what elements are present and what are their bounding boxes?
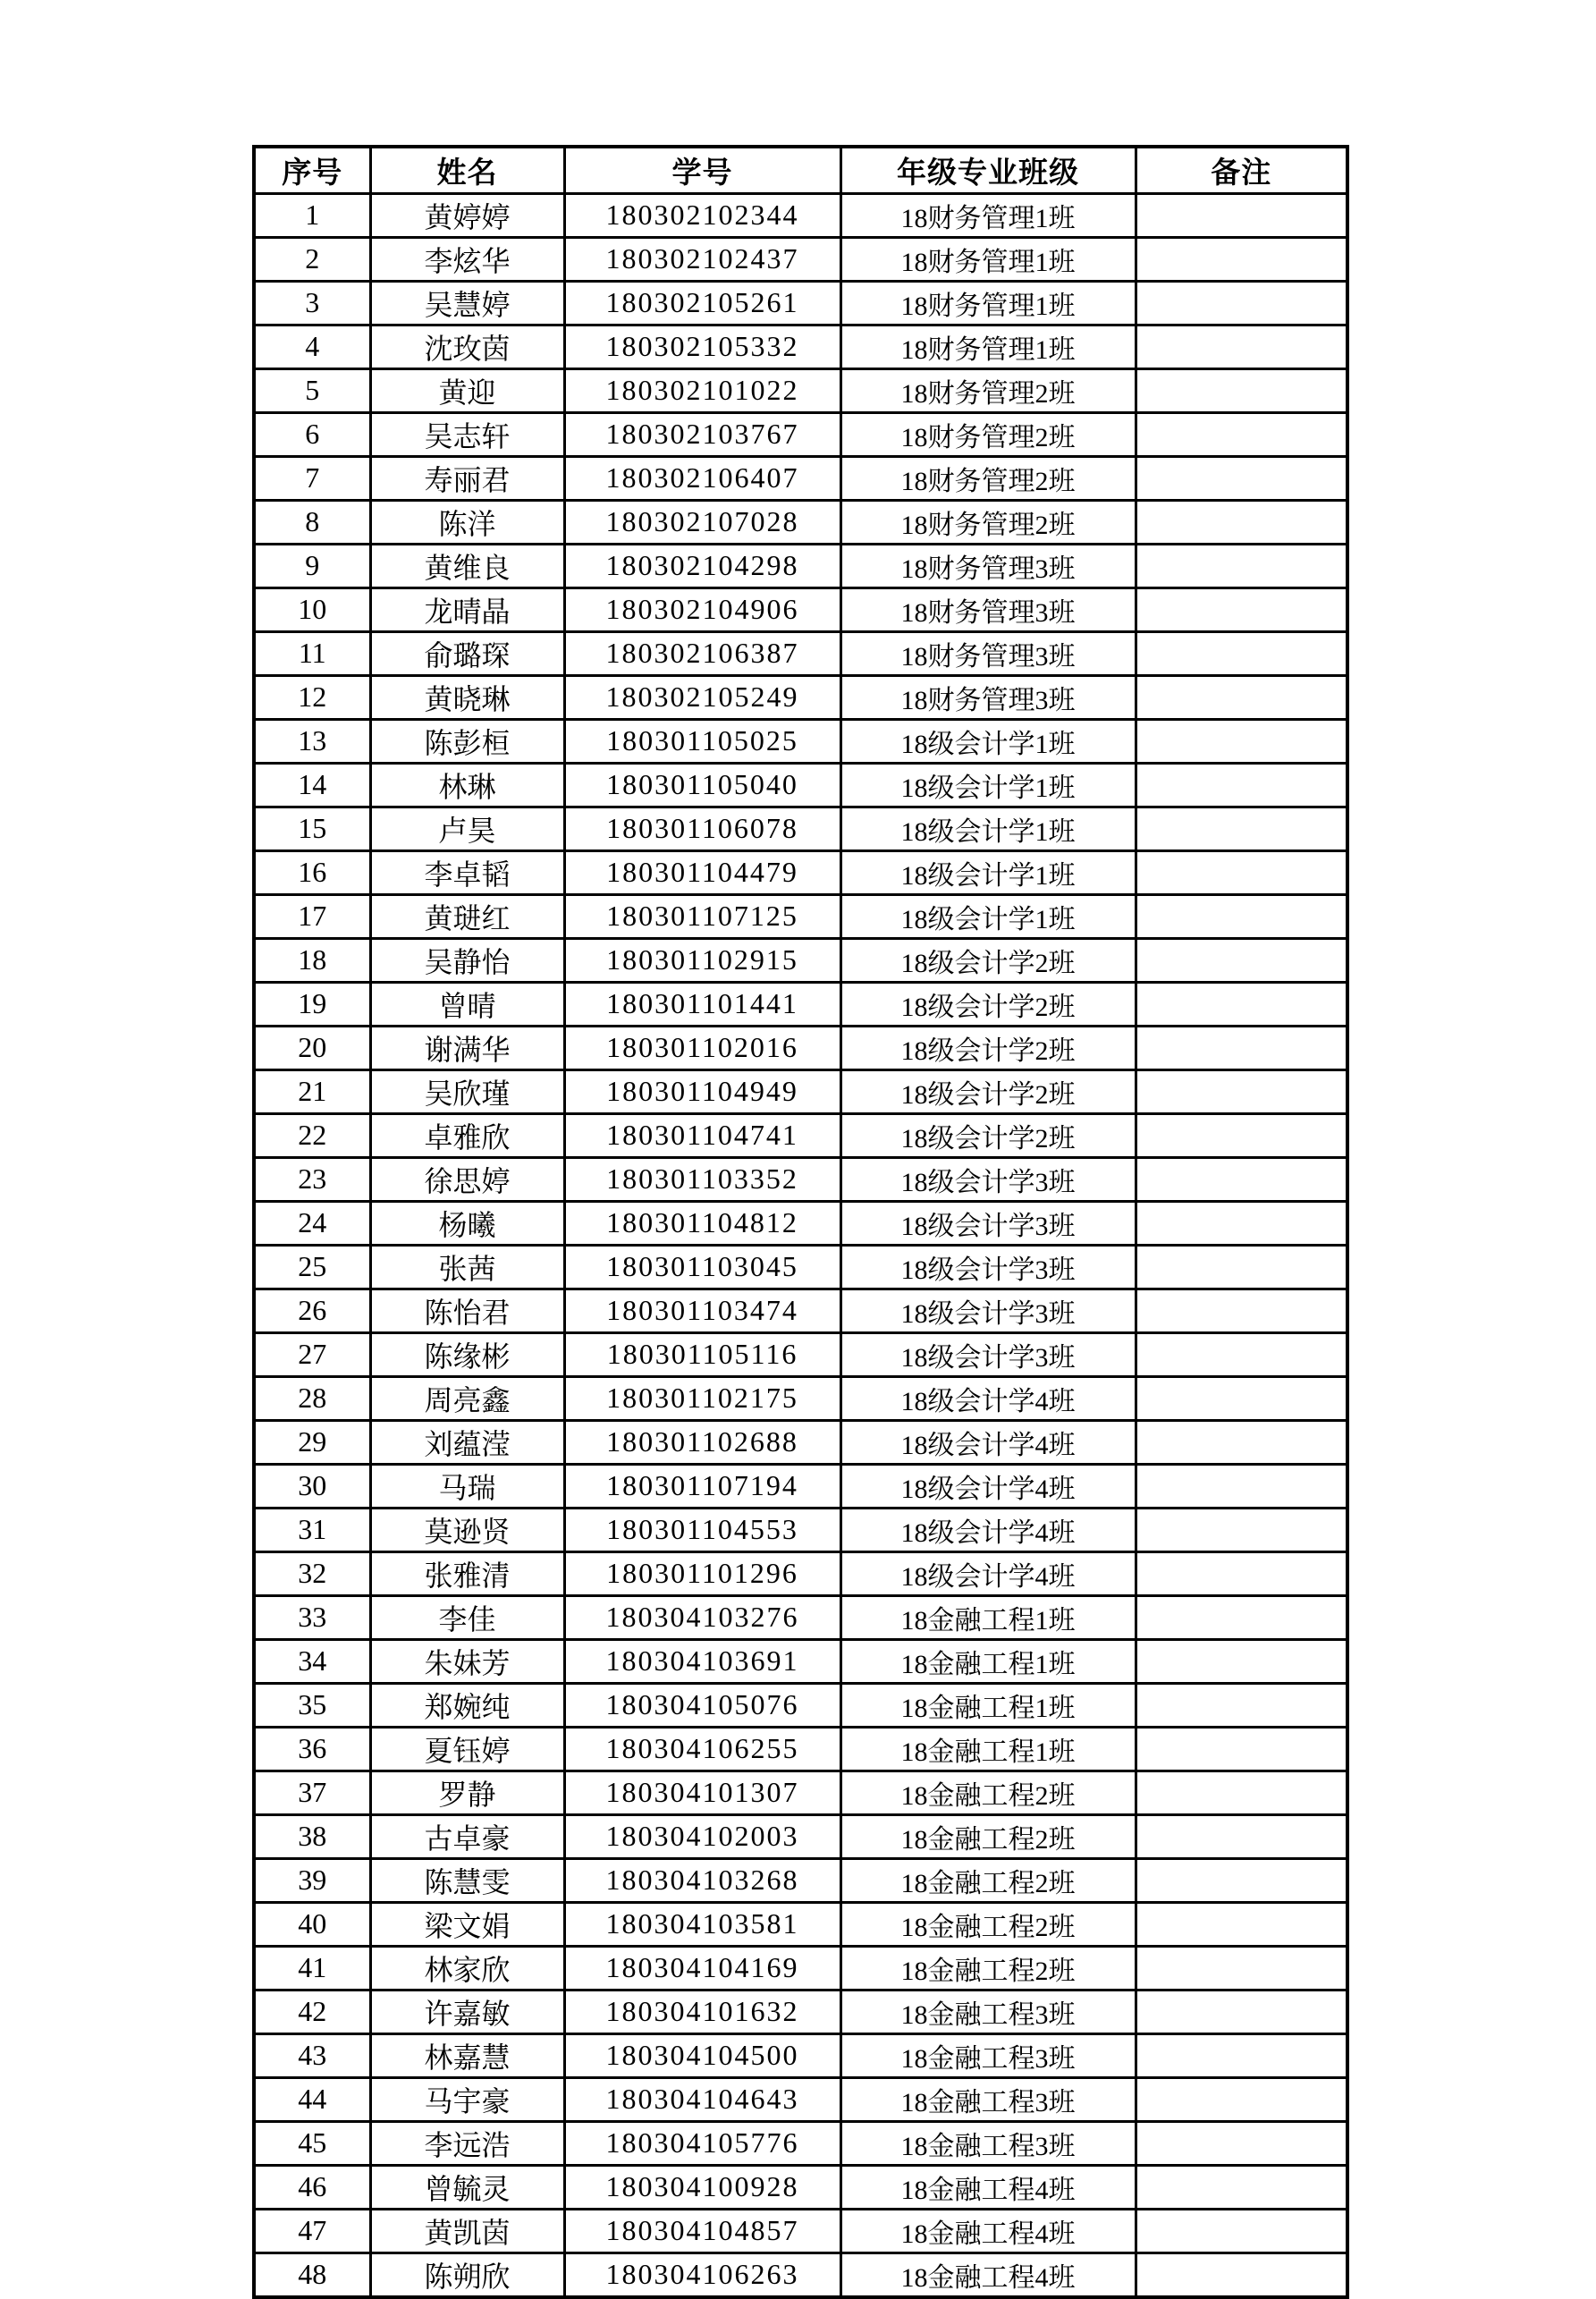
cell-index: 41 [254, 1946, 370, 1990]
table-row [254, 1026, 1347, 1069]
table-row [254, 193, 1347, 237]
table-row [254, 1376, 1347, 1420]
header-cell-index: 序号 [254, 147, 370, 193]
cell-name: 卢昊 [370, 807, 564, 850]
cell-name: 曾晴 [370, 982, 564, 1026]
cell-index: 10 [254, 587, 370, 631]
table-row [254, 1332, 1347, 1376]
cell-note [1136, 631, 1347, 675]
cell-class: 18金融工程3班 [840, 2121, 1136, 2165]
cell-class: 18级会计学1班 [840, 763, 1136, 807]
cell-index: 38 [254, 1814, 370, 1858]
cell-name: 黄婷婷 [370, 193, 564, 237]
table-row [254, 631, 1347, 675]
cell-class: 18级会计学2班 [840, 1026, 1136, 1069]
cell-class: 18级会计学1班 [840, 719, 1136, 763]
cell-note [1136, 1420, 1347, 1464]
cell-student-id: 180301102688 [564, 1420, 840, 1464]
cell-student-id: 180304101307 [564, 1771, 840, 1814]
cell-index: 46 [254, 2165, 370, 2209]
roster-body [254, 193, 1347, 2297]
cell-index: 36 [254, 1727, 370, 1771]
cell-note [1136, 1201, 1347, 1245]
cell-student-id: 180302102344 [564, 193, 840, 237]
cell-name: 黄琎红 [370, 894, 564, 938]
cell-name: 梁文娟 [370, 1902, 564, 1946]
cell-class: 18金融工程2班 [840, 1858, 1136, 1902]
table-row [254, 1902, 1347, 1946]
table-row [254, 2121, 1347, 2165]
cell-student-id: 180302104906 [564, 587, 840, 631]
cell-student-id: 180301101296 [564, 1551, 840, 1595]
cell-name: 徐思婷 [370, 1157, 564, 1201]
cell-note [1136, 1771, 1347, 1814]
table-row [254, 894, 1347, 938]
cell-index: 42 [254, 1990, 370, 2033]
cell-note [1136, 2253, 1347, 2297]
table-row [254, 544, 1347, 587]
cell-note [1136, 587, 1347, 631]
cell-class: 18财务管理1班 [840, 237, 1136, 281]
cell-name: 陈怡君 [370, 1289, 564, 1332]
cell-student-id: 180301104949 [564, 1069, 840, 1113]
cell-index: 34 [254, 1639, 370, 1683]
cell-name: 曾毓灵 [370, 2165, 564, 2209]
cell-note [1136, 2033, 1347, 2077]
cell-name: 黄迎 [370, 368, 564, 412]
cell-class: 18财务管理2班 [840, 368, 1136, 412]
cell-note [1136, 193, 1347, 237]
cell-class: 18级会计学3班 [840, 1289, 1136, 1332]
cell-name: 陈彭桓 [370, 719, 564, 763]
cell-student-id: 180304103581 [564, 1902, 840, 1946]
cell-student-id: 180304104643 [564, 2077, 840, 2121]
table-row [254, 2165, 1347, 2209]
cell-note [1136, 1069, 1347, 1113]
cell-index: 19 [254, 982, 370, 1026]
cell-student-id: 180301104741 [564, 1113, 840, 1157]
cell-student-id: 180304103268 [564, 1858, 840, 1902]
cell-student-id: 180304104500 [564, 2033, 840, 2077]
cell-note [1136, 1814, 1347, 1858]
cell-class: 18金融工程3班 [840, 1990, 1136, 2033]
cell-class: 18级会计学3班 [840, 1201, 1136, 1245]
cell-name: 夏钰婷 [370, 1727, 564, 1771]
cell-name: 李炫华 [370, 237, 564, 281]
cell-name: 杨曦 [370, 1201, 564, 1245]
table-row [254, 1551, 1347, 1595]
table-row [254, 412, 1347, 456]
cell-note [1136, 2077, 1347, 2121]
cell-index: 25 [254, 1245, 370, 1289]
cell-class: 18级会计学4班 [840, 1551, 1136, 1595]
cell-class: 18金融工程2班 [840, 1902, 1136, 1946]
cell-student-id: 180304104169 [564, 1946, 840, 1990]
cell-name: 黄晓琳 [370, 675, 564, 719]
cell-index: 26 [254, 1289, 370, 1332]
cell-index: 40 [254, 1902, 370, 1946]
table-row [254, 1990, 1347, 2033]
table-row [254, 1946, 1347, 1990]
cell-class: 18财务管理2班 [840, 500, 1136, 544]
cell-index: 20 [254, 1026, 370, 1069]
cell-index: 45 [254, 2121, 370, 2165]
cell-student-id: 180304101632 [564, 1990, 840, 2033]
cell-index: 13 [254, 719, 370, 763]
cell-student-id: 180301103352 [564, 1157, 840, 1201]
cell-index: 44 [254, 2077, 370, 2121]
table-row [254, 237, 1347, 281]
cell-class: 18金融工程1班 [840, 1727, 1136, 1771]
cell-name: 卓雅欣 [370, 1113, 564, 1157]
cell-name: 陈朔欣 [370, 2253, 564, 2297]
cell-note [1136, 1508, 1347, 1551]
cell-student-id: 180301107194 [564, 1464, 840, 1508]
cell-name: 吴慧婷 [370, 281, 564, 325]
cell-note [1136, 500, 1347, 544]
cell-student-id: 180301102915 [564, 938, 840, 982]
cell-student-id: 180302105249 [564, 675, 840, 719]
cell-note [1136, 1289, 1347, 1332]
table-row [254, 2253, 1347, 2297]
cell-note [1136, 1727, 1347, 1771]
cell-student-id: 180301104812 [564, 1201, 840, 1245]
cell-class: 18级会计学2班 [840, 982, 1136, 1026]
table-row [254, 325, 1347, 368]
cell-index: 1 [254, 193, 370, 237]
cell-name: 罗静 [370, 1771, 564, 1814]
cell-student-id: 180301102175 [564, 1376, 840, 1420]
table-row [254, 719, 1347, 763]
cell-class: 18级会计学1班 [840, 850, 1136, 894]
cell-index: 47 [254, 2209, 370, 2253]
cell-class: 18金融工程1班 [840, 1683, 1136, 1727]
cell-note [1136, 719, 1347, 763]
cell-name: 莫逊贤 [370, 1508, 564, 1551]
cell-name: 林家欣 [370, 1946, 564, 1990]
cell-student-id: 180304106263 [564, 2253, 840, 2297]
cell-student-id: 180301105116 [564, 1332, 840, 1376]
cell-student-id: 180302105332 [564, 325, 840, 368]
cell-student-id: 180302106407 [564, 456, 840, 500]
cell-name: 李远浩 [370, 2121, 564, 2165]
table-row [254, 982, 1347, 1026]
table-row [254, 1289, 1347, 1332]
cell-index: 24 [254, 1201, 370, 1245]
cell-index: 33 [254, 1595, 370, 1639]
cell-name: 吴志轩 [370, 412, 564, 456]
cell-index: 23 [254, 1157, 370, 1201]
cell-student-id: 180301106078 [564, 807, 840, 850]
cell-index: 17 [254, 894, 370, 938]
cell-note [1136, 1332, 1347, 1376]
cell-student-id: 180304103691 [564, 1639, 840, 1683]
cell-index: 3 [254, 281, 370, 325]
cell-name: 谢满华 [370, 1026, 564, 1069]
cell-student-id: 180304105776 [564, 2121, 840, 2165]
cell-class: 18金融工程2班 [840, 1771, 1136, 1814]
cell-class: 18财务管理3班 [840, 631, 1136, 675]
cell-note [1136, 982, 1347, 1026]
cell-student-id: 180302106387 [564, 631, 840, 675]
table-row [254, 587, 1347, 631]
cell-class: 18级会计学4班 [840, 1464, 1136, 1508]
cell-index: 28 [254, 1376, 370, 1420]
cell-class: 18财务管理1班 [840, 281, 1136, 325]
cell-index: 29 [254, 1420, 370, 1464]
cell-note [1136, 1639, 1347, 1683]
table-row [254, 1508, 1347, 1551]
cell-student-id: 180301105040 [564, 763, 840, 807]
cell-name: 李卓韬 [370, 850, 564, 894]
cell-note [1136, 237, 1347, 281]
table-row [254, 281, 1347, 325]
cell-student-id: 180301104479 [564, 850, 840, 894]
cell-note [1136, 1946, 1347, 1990]
cell-index: 37 [254, 1771, 370, 1814]
table-row [254, 1727, 1347, 1771]
cell-index: 21 [254, 1069, 370, 1113]
cell-name: 许嘉敏 [370, 1990, 564, 2033]
cell-name: 吴静怡 [370, 938, 564, 982]
cell-note [1136, 2165, 1347, 2209]
cell-note [1136, 1464, 1347, 1508]
cell-class: 18金融工程4班 [840, 2209, 1136, 2253]
cell-class: 18级会计学4班 [840, 1376, 1136, 1420]
table-row [254, 500, 1347, 544]
cell-index: 9 [254, 544, 370, 587]
cell-index: 18 [254, 938, 370, 982]
cell-name: 张雅清 [370, 1551, 564, 1595]
cell-index: 30 [254, 1464, 370, 1508]
cell-note [1136, 325, 1347, 368]
cell-class: 18金融工程4班 [840, 2253, 1136, 2297]
cell-student-id: 180304100928 [564, 2165, 840, 2209]
cell-note [1136, 2209, 1347, 2253]
cell-name: 俞璐琛 [370, 631, 564, 675]
cell-note [1136, 1245, 1347, 1289]
cell-name: 陈慧雯 [370, 1858, 564, 1902]
cell-name: 马瑞 [370, 1464, 564, 1508]
table-row [254, 1420, 1347, 1464]
cell-student-id: 180301103474 [564, 1289, 840, 1332]
cell-index: 31 [254, 1508, 370, 1551]
table-row [254, 763, 1347, 807]
header-cell-class: 年级专业班级 [840, 147, 1136, 193]
cell-class: 18级会计学3班 [840, 1332, 1136, 1376]
cell-note [1136, 281, 1347, 325]
cell-note [1136, 807, 1347, 850]
table-row [254, 1595, 1347, 1639]
cell-index: 27 [254, 1332, 370, 1376]
cell-index: 39 [254, 1858, 370, 1902]
cell-index: 14 [254, 763, 370, 807]
cell-student-id: 180304102003 [564, 1814, 840, 1858]
table-row [254, 1683, 1347, 1727]
cell-class: 18财务管理1班 [840, 193, 1136, 237]
table-row [254, 1464, 1347, 1508]
cell-name: 李佳 [370, 1595, 564, 1639]
cell-note [1136, 1113, 1347, 1157]
table-row [254, 368, 1347, 412]
table-row [254, 1113, 1347, 1157]
header-cell-name: 姓名 [370, 147, 564, 193]
cell-name: 林琳 [370, 763, 564, 807]
cell-class: 18级会计学2班 [840, 938, 1136, 982]
cell-name: 寿丽君 [370, 456, 564, 500]
cell-note [1136, 1595, 1347, 1639]
table-row [254, 2077, 1347, 2121]
cell-note [1136, 675, 1347, 719]
table-row [254, 1814, 1347, 1858]
header-cell-student_id: 学号 [564, 147, 840, 193]
cell-student-id: 180302103767 [564, 412, 840, 456]
cell-class: 18财务管理3班 [840, 544, 1136, 587]
table-row [254, 850, 1347, 894]
cell-index: 22 [254, 1113, 370, 1157]
cell-index: 2 [254, 237, 370, 281]
cell-note [1136, 1551, 1347, 1595]
cell-student-id: 180301104553 [564, 1508, 840, 1551]
cell-student-id: 180304105076 [564, 1683, 840, 1727]
table-row [254, 807, 1347, 850]
cell-note [1136, 1026, 1347, 1069]
cell-student-id: 180301101441 [564, 982, 840, 1026]
cell-name: 林嘉慧 [370, 2033, 564, 2077]
cell-note [1136, 2121, 1347, 2165]
cell-student-id: 180302102437 [564, 237, 840, 281]
table-row [254, 1771, 1347, 1814]
table-row [254, 1245, 1347, 1289]
cell-class: 18金融工程3班 [840, 2033, 1136, 2077]
cell-note [1136, 1683, 1347, 1727]
cell-name: 陈缘彬 [370, 1332, 564, 1376]
cell-note [1136, 1157, 1347, 1201]
cell-note [1136, 894, 1347, 938]
table-row [254, 675, 1347, 719]
cell-index: 16 [254, 850, 370, 894]
cell-index: 48 [254, 2253, 370, 2297]
cell-note [1136, 368, 1347, 412]
cell-student-id: 180301107125 [564, 894, 840, 938]
table-row [254, 1069, 1347, 1113]
cell-student-id: 180304106255 [564, 1727, 840, 1771]
cell-index: 4 [254, 325, 370, 368]
cell-name: 朱妹芳 [370, 1639, 564, 1683]
cell-name: 沈玫茵 [370, 325, 564, 368]
cell-name: 周亮鑫 [370, 1376, 564, 1420]
cell-class: 18金融工程2班 [840, 1946, 1136, 1990]
cell-student-id: 180301103045 [564, 1245, 840, 1289]
cell-index: 6 [254, 412, 370, 456]
cell-index: 7 [254, 456, 370, 500]
cell-class: 18级会计学3班 [840, 1245, 1136, 1289]
cell-class: 18级会计学3班 [840, 1157, 1136, 1201]
table-row [254, 456, 1347, 500]
table-row [254, 2033, 1347, 2077]
cell-index: 11 [254, 631, 370, 675]
cell-note [1136, 1376, 1347, 1420]
cell-student-id: 180302107028 [564, 500, 840, 544]
table-row [254, 1157, 1347, 1201]
cell-class: 18级会计学2班 [840, 1113, 1136, 1157]
table-row [254, 1858, 1347, 1902]
cell-class: 18金融工程1班 [840, 1639, 1136, 1683]
cell-index: 43 [254, 2033, 370, 2077]
cell-student-id: 180304103276 [564, 1595, 840, 1639]
cell-student-id: 180302104298 [564, 544, 840, 587]
cell-note [1136, 1990, 1347, 2033]
cell-index: 32 [254, 1551, 370, 1595]
cell-note [1136, 412, 1347, 456]
table-row [254, 1639, 1347, 1683]
cell-class: 18级会计学1班 [840, 807, 1136, 850]
cell-class: 18财务管理1班 [840, 325, 1136, 368]
cell-note [1136, 1902, 1347, 1946]
cell-student-id: 180302101022 [564, 368, 840, 412]
cell-note [1136, 456, 1347, 500]
cell-class: 18级会计学4班 [840, 1420, 1136, 1464]
cell-index: 5 [254, 368, 370, 412]
cell-name: 黄凯茵 [370, 2209, 564, 2253]
cell-student-id: 180302105261 [564, 281, 840, 325]
cell-name: 张茜 [370, 1245, 564, 1289]
cell-student-id: 180301102016 [564, 1026, 840, 1069]
cell-name: 陈洋 [370, 500, 564, 544]
cell-class: 18级会计学4班 [840, 1508, 1136, 1551]
cell-class: 18级会计学2班 [840, 1069, 1136, 1113]
cell-name: 郑婉纯 [370, 1683, 564, 1727]
cell-class: 18财务管理2班 [840, 412, 1136, 456]
table-row [254, 1201, 1347, 1245]
cell-class: 18级会计学1班 [840, 894, 1136, 938]
cell-class: 18财务管理3班 [840, 675, 1136, 719]
table-row [254, 2209, 1347, 2253]
student-roster-table [252, 145, 1349, 2299]
cell-note [1136, 763, 1347, 807]
header-cell-note: 备注 [1136, 147, 1347, 193]
cell-index: 15 [254, 807, 370, 850]
cell-name: 吴欣瑾 [370, 1069, 564, 1113]
cell-class: 18金融工程4班 [840, 2165, 1136, 2209]
cell-class: 18金融工程1班 [840, 1595, 1136, 1639]
cell-index: 8 [254, 500, 370, 544]
cell-note [1136, 850, 1347, 894]
cell-note [1136, 938, 1347, 982]
cell-name: 龙晴晶 [370, 587, 564, 631]
cell-name: 马宇豪 [370, 2077, 564, 2121]
table-row [254, 938, 1347, 982]
cell-name: 刘蕴滢 [370, 1420, 564, 1464]
cell-index: 35 [254, 1683, 370, 1727]
cell-class: 18金融工程3班 [840, 2077, 1136, 2121]
cell-class: 18金融工程2班 [840, 1814, 1136, 1858]
cell-note [1136, 1858, 1347, 1902]
cell-student-id: 180301105025 [564, 719, 840, 763]
cell-index: 12 [254, 675, 370, 719]
cell-name: 黄维良 [370, 544, 564, 587]
header-row [254, 147, 1347, 193]
cell-class: 18财务管理2班 [840, 456, 1136, 500]
cell-class: 18财务管理3班 [840, 587, 1136, 631]
cell-name: 古卓豪 [370, 1814, 564, 1858]
cell-note [1136, 544, 1347, 587]
cell-student-id: 180304104857 [564, 2209, 840, 2253]
